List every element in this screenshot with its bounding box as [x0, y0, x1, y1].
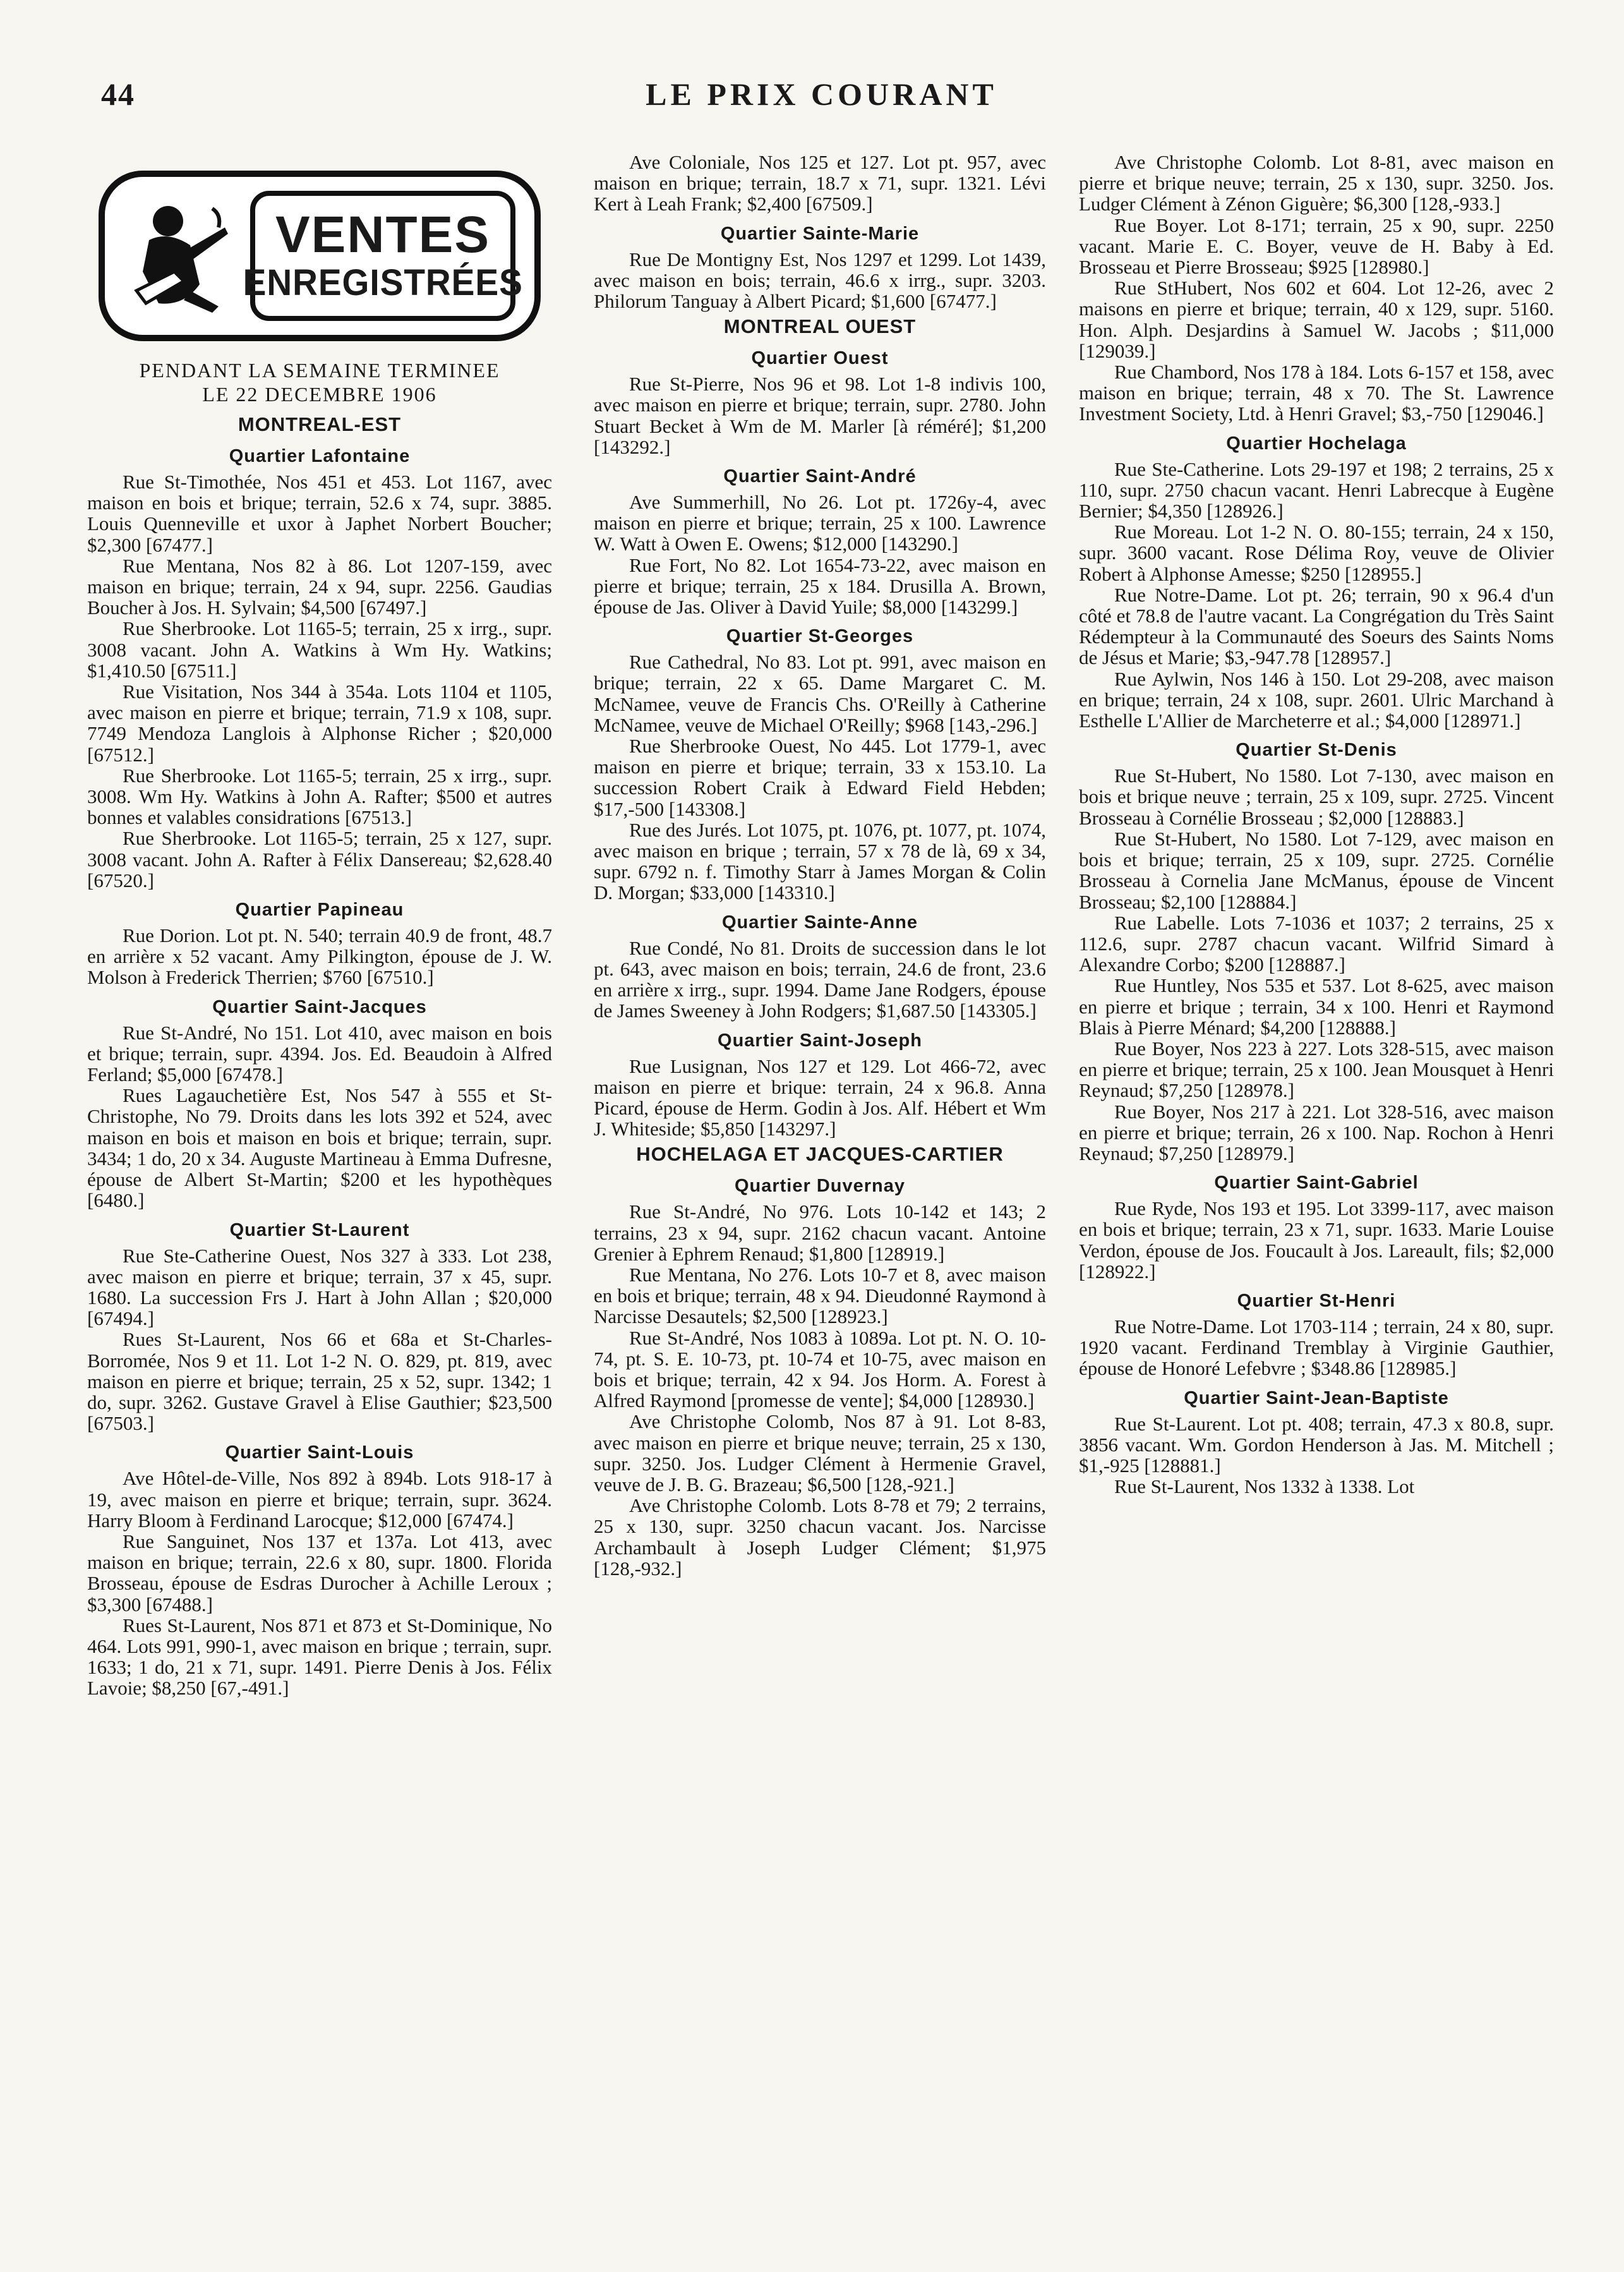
region-heading: MONTREAL-EST: [238, 413, 402, 435]
district-heading: Quartier St-Georges: [726, 626, 914, 647]
sale-entry: Rue Labelle. Lots 7-1036 et 1037; 2 terrains, 25 x 112.6, supr. 2787 chacun vacant. Wilfrid Simard à Alexandre Corbo; $200 [128887.]: [1079, 911, 1554, 976]
period-line-1: PENDANT LA SEMAINE TERMINEE: [139, 359, 500, 382]
logo-title: VENTES: [275, 206, 491, 263]
sale-entry: Rue St-Timothée, Nos 451 et 453. Lot 1167, avec maison en bois et brique; terrain, 52.6 x 74, supr. 3885. Louis Quenneville et uxor à Japhet Norbert Boucher; $2,300 [67477.]: [87, 471, 552, 556]
sale-entry: Rue Aylwin, Nos 146 à 150. Lot 29-208, avec maison en brique; terrain, 24 x 108, supr. 2601. Ulric Marchand à Esthelle L'Allier de Marcheterre et al.; $4,000 [128971.]: [1079, 667, 1554, 732]
district-heading: Quartier Duvernay: [734, 1176, 906, 1197]
sale-entry: Rue Condé, No 81. Droits de succession dans le lot pt. 643, avec maison en bois; terrain, 24.6 de front, 23.6 en arrière x irrg., supr. 1994. Dame Jane Rodgers, épouse de James Sweeney à John Rodgers; $1,687.50 [143305.]: [594, 936, 1046, 1022]
sale-entry: Ave Hôtel-de-Ville, Nos 892 à 894b. Lots 918-17 à 19, avec maison en pierre et brique; terrain, supr. 3624. Harry Bloom à Ferdinand Larocque; $12,000 [67474.]: [87, 1467, 552, 1532]
sale-entry: Rue Dorion. Lot pt. N. 540; terrain 40.9 de front, 48.7 en arrière x 52 vacant. Amy Pilkington, épouse de J. W. Molson à Frederick Therrien; $760 [67510.]: [87, 924, 552, 989]
district-heading: Quartier Hochelaga: [1226, 433, 1407, 454]
logo-subtitle: ENREGISTRÉES: [243, 262, 523, 303]
district-heading: Quartier Sainte-Marie: [720, 223, 920, 244]
sale-entry: Rue St-Laurent, Nos 1332 à 1338. Lot: [1114, 1475, 1415, 1498]
clerk-figure-icon: [124, 196, 231, 316]
sale-entry: Ave Christophe Colomb. Lots 8-78 et 79; 2 terrains, 25 x 130, supr. 3250 chacun vacant. Jos. Narcisse Archambault à Joseph Ludger Clément; $1,975 [128,-932.]: [594, 1494, 1046, 1580]
column-2: [594, 152, 1046, 2234]
sale-entry: Rue Notre-Dame. Lot 1703-114 ; terrain, 24 x 80, supr. 1920 vacant. Ferdinand Tremblay à Virginie Gauthier, épouse de Honoré Lefebvre ; $348.86 [128985.]: [1079, 1315, 1554, 1380]
sale-entry: Rue St-Pierre, Nos 96 et 98. Lot 1-8 indivis 100, avec maison en pierre et brique; terrain, supr. 2780. John Stuart Becket à Wm de M. Marler [à réméré]; $1,200 [143292.]: [594, 373, 1046, 458]
district-heading: Quartier Saint-Louis: [225, 1442, 414, 1463]
sale-entry: Rue St-André, No 976. Lots 10-142 et 143; 2 terrains, 23 x 94, supr. 2162 chacun vacant. Antoine Grenier à Ephrem Renaud; $1,800 [128919.]: [594, 1200, 1046, 1265]
district-heading: Quartier St-Denis: [1236, 740, 1397, 761]
district-heading: Quartier Saint-Joseph: [718, 1030, 922, 1051]
sale-entry: Rue De Montigny Est, Nos 1297 et 1299. Lot 1439, avec maison en bois; terrain, 46.6 x irrg., supr. 3203. Philorum Tanguay à Albert Picard; $1,600 [67477.]: [594, 248, 1046, 313]
region-heading: MONTREAL OUEST: [723, 315, 917, 338]
sale-entry: Rue Moreau. Lot 1-2 N. O. 80-155; terrain, 24 x 150, supr. 3600 vacant. Rose Délima Roy, veuve de Olivier Robert à Alphonse Amesse; $250 [128955.]: [1079, 521, 1554, 585]
sale-entry: Rue Sanguinet, Nos 137 et 137a. Lot 413, avec maison en brique; terrain, 22.6 x 80, supr. 1800. Florida Brosseau, épouse de Esdras Durocher à Achille Leroux ; $3,300 [67488.]: [87, 1530, 552, 1616]
district-heading: Quartier Saint-Jean-Baptiste: [1184, 1387, 1449, 1408]
logo-text-box: [243, 191, 523, 321]
column-1: [87, 152, 552, 2234]
sale-entry: Rue Lusignan, Nos 127 et 129. Lot 466-72, avec maison en pierre et brique: terrain, 24 x 96.8. Anna Picard, épouse de Herm. Godin à Jos. Alf. Hébert et Wm J. Whiteside; $5,850 [143297.]: [594, 1054, 1046, 1140]
sale-entry: Rue St-Laurent. Lot pt. 408; terrain, 47.3 x 80.8, supr. 3856 vacant. Wm. Gordon Henderson à Jas. M. Mitchell ; $1,-925 [128881.]: [1079, 1412, 1554, 1477]
column-3: [1079, 152, 1554, 2234]
journal-title: LE PRIX COURANT: [646, 76, 997, 112]
sale-entry: Rue Fort, No 82. Lot 1654-73-22, avec maison en pierre et brique; terrain, 25 x 184. Drusilla A. Brown, épouse de Jas. Oliver à David Yuile; $8,000 [143299.]: [594, 553, 1046, 619]
period-line-2: LE 22 DECEMBRE 1906: [202, 383, 437, 406]
page-header: [95, 76, 1548, 126]
sale-entry: Rue des Jurés. Lot 1075, pt. 1076, pt. 1077, pt. 1074, avec maison en brique ; terrain, 57 x 78 de là, 69 x 34, supr. 6792 n. f. Timothy Starr à James Morgan & Colin D. Morgan; $33,000 [143310.]: [594, 818, 1046, 904]
sale-entry: Rue Huntley, Nos 535 et 537. Lot 8-625, avec maison en pierre et brique ; terrain, 34 x 100. Henri et Raymond Blais à Pierre Ménard; $4,200 [128888.]: [1079, 974, 1554, 1039]
sale-entry: Ave Christophe Colomb, Nos 87 à 91. Lot 8-83, avec maison en pierre et brique neuve; terrain, 25 x 130, supr. 3250. Jos. Ludger Clément à Hermenie Gravel, veuve de J. B. G. Brazeau; $6,500 [128,-921.]: [594, 1410, 1046, 1496]
sale-entry: Rue Ryde, Nos 193 et 195. Lot 3399-117, avec maison en bois et brique; terrain, 23 x 71, supr. 1633. Marie Louise Verdon, épouse de Jos. Foucault à Jos. Lareault, fils; $2,000 [128922.]: [1079, 1197, 1554, 1283]
district-heading: Quartier Sainte-Anne: [721, 912, 918, 933]
sale-entry: Rue St-Hubert, No 1580. Lot 7-129, avec maison en bois et brique; terrain, 25 x 109, supr. 2725. Cornélie Brosseau à Cornelia Jane McManus, épouse de Vincent Brosseau; $2,100 [128884.]: [1079, 827, 1554, 913]
sale-entry: Rue Sherbrooke. Lot 1165-5; terrain, 25 x irrg., supr. 3008 vacant. John A. Watkins à Wm Hy. Watkins; $1,410.50 [67511.]: [87, 617, 552, 682]
ventes-enregistrees-logo: [99, 171, 541, 341]
sale-entry: Rue Ste-Catherine. Lots 29-197 et 198; 2 terrains, 25 x 110, supr. 2750 chacun vacant. Henri Labrecque à Eugène Bernier; $4,350 [128926.]: [1079, 457, 1554, 523]
sale-entry: Rue Cathedral, No 83. Lot pt. 991, avec maison en brique; terrain, 22 x 65. Dame Margaret C. M. McNamee, veuve de Francis Chs. O'Reilly à Catherine McNamee, veuve de Michael O'Reilly; $968 [143,-296.]: [594, 651, 1046, 736]
sale-entry: Rue Sherbrooke. Lot 1165-5; terrain, 25 x irrg., supr. 3008. Wm Hy. Watkins à John A. Rafter; $500 et autres bonnes et valables considrations [67513.]: [87, 764, 552, 829]
sale-entry: Rues St-Laurent, Nos 871 et 873 et St-Dominique, No 464. Lots 991, 990-1, avec maison en brique ; terrain, supr. 1633; 1 do, 21 x 71, supr. 1491. Pierre Denis à Jos. Félix Lavoie; $8,250 [67,-491.]: [87, 1614, 552, 1700]
sale-entry: Rue Sherbrooke Ouest, No 445. Lot 1779-1, avec maison en pierre et brique; terrain, 33 x 153.10. La succession Robert Craik à Edward Field Hebden; $17,-500 [143308.]: [594, 735, 1046, 820]
sale-entry: Rue St-André, Nos 1083 à 1089a. Lot pt. N. O. 10-74, pt. S. E. 10-73, pt. 10-74 et 10-75, avec maison en bois et brique; terrain, 42 x 94. Jos Horm. A. Forest à Alfred Raymond [promesse de vente]; $4,000 [128930.]: [594, 1326, 1046, 1412]
sale-entry: Rue Boyer. Lot 8-171; terrain, 25 x 90, supr. 2250 vacant. Marie E. C. Boyer, veuve de H. Baby à Ed. Brosseau et Pierre Brosseau; $925 [128980.]: [1079, 214, 1554, 279]
sale-entry: Rue Chambord, Nos 178 à 184. Lots 6-157 et 158, avec maison en brique; terrain, 48 x 70. The St. Lawrence Investment Society, Ltd. à Henri Gravel; $3,-750 [129046.]: [1079, 361, 1554, 425]
sale-entry: Rue StHubert, Nos 602 et 604. Lot 12-26, avec 2 maisons en pierre et brique; terrain, 40 x 129, supr. 5160. Hon. Alph. Desjardins à Samuel W. Jacobs ; $11,000 [129039.]: [1079, 277, 1554, 362]
district-heading: Quartier St-Henri: [1237, 1290, 1396, 1311]
district-heading: Quartier Saint-Gabriel: [1214, 1173, 1419, 1193]
sale-entry: Rues Lagauchetière Est, Nos 547 à 555 et St-Christophe, No 79. Droits dans les lots 392 et 524, avec maison en bois et maison en bois et brique; terrain, supr. 3434; 1 do, 20 x 34. Auguste Martineau à Emma Dufresne, épouse de Albert St-Martin; $200 et les hypothèques [6480.]: [87, 1084, 552, 1212]
sale-entry: Rue St-André, No 151. Lot 410, avec maison en bois et brique; terrain, supr. 4394. Jos. Ed. Beaudoin à Alfred Ferland; $5,000 [67478.]: [87, 1021, 552, 1086]
sale-entry: Rue Ste-Catherine Ouest, Nos 327 à 333. Lot 238, avec maison en pierre et brique; terrain, 37 x 45, supr. 1680. La succession Frs J. Hart à John Allan ; $20,000 [67494.]: [87, 1244, 552, 1330]
region-heading: HOCHELAGA ET JACQUES-CARTIER: [636, 1143, 1004, 1166]
sale-entry: Rue Sherbrooke. Lot 1165-5; terrain, 25 x 127, supr. 3008 vacant. John A. Rafter à Félix Dansereau; $2,628.40 [67520.]: [87, 827, 552, 891]
page-number: 44: [101, 76, 135, 112]
district-heading: Quartier Papineau: [235, 900, 404, 921]
sale-entry: Rue Mentana, Nos 82 à 86. Lot 1207-159, avec maison en brique; terrain, 24 x 94, supr. 2256. Gaudias Boucher à Jos. H. Sylvain; $4,500 [67497.]: [87, 554, 552, 619]
sale-entry: Rue Notre-Dame. Lot pt. 26; terrain, 90 x 96.4 d'un côté et 78.8 de l'autre vacant. La Congrégation du Très Saint Rédempteur à la Communauté des Soeurs des Saints Noms de Jésus et Marie; $3,-947.78 [128957.]: [1079, 583, 1554, 669]
sale-entry: Rue Boyer, Nos 217 à 221. Lot 328-516, avec maison en pierre et brique; terrain, 26 x 100. Nap. Rochon à Henri Reynaud; $7,250 [128979.]: [1079, 1100, 1554, 1164]
district-heading: Quartier Saint-André: [723, 466, 917, 487]
district-heading: Quartier Saint-Jacques: [212, 996, 427, 1017]
district-heading: Quartier St-Laurent: [229, 1219, 410, 1240]
sale-entry: Rues St-Laurent, Nos 66 et 68a et St-Charles-Borromée, Nos 9 et 11. Lot 1-2 N. O. 829, pt. 819, avec maison en pierre et brique; terrain, 25 x 52, supr. 1342; 1 do, supr. 3262. Gustave Gravel à Elise Gauthier; $23,500 [67503.]: [87, 1328, 552, 1435]
sale-entry: Rue Boyer, Nos 223 à 227. Lots 328-515, avec maison en pierre et brique; terrain, 25 x 100. Jean Mousquet à Henri Reynaud; $7,250 [128978.]: [1079, 1037, 1554, 1102]
sale-entry: Rue Visitation, Nos 344 à 354a. Lots 1104 et 1105, avec maison en pierre et brique; terrain, 71.9 x 108, supr. 7749 Mendoza Langlois à Alphonse Richer ; $20,000 [67512.]: [87, 680, 552, 766]
sale-entry: Rue St-Hubert, No 1580. Lot 7-130, avec maison en bois et brique neuve ; terrain, 25 x 109, supr. 2725. Vincent Brosseau à Cornélie Brosseau ; $2,000 [128883.]: [1079, 764, 1554, 829]
sale-entry: Rue Mentana, No 276. Lots 10-7 et 8, avec maison en bois et brique; terrain, 48 x 94. Dieudonné Raymond à Narcisse Desautels; $2,500 [128923.]: [594, 1263, 1046, 1328]
sale-entry: Ave Coloniale, Nos 125 et 127. Lot pt. 957, avec maison en brique; terrain, 18.7 x 71, supr. 1321. Lévi Kert à Leah Frank; $2,400 [67509.]: [594, 152, 1046, 215]
district-heading: Quartier Ouest: [751, 348, 889, 369]
sale-entry: Ave Christophe Colomb. Lot 8-81, avec maison en pierre et brique neuve; terrain, 25 x 130, supr. 3250. Jos. Ludger Clément à Zénon Giguère; $6,300 [128,-933.]: [1079, 152, 1554, 215]
sale-entry: Ave Summerhill, No 26. Lot pt. 1726y-4, avec maison en pierre et brique; terrain, 25 x 100. Lawrence W. Watt à Owen E. Owens; $12,000 [143290.]: [594, 491, 1046, 555]
district-heading: Quartier Lafontaine: [229, 446, 411, 466]
